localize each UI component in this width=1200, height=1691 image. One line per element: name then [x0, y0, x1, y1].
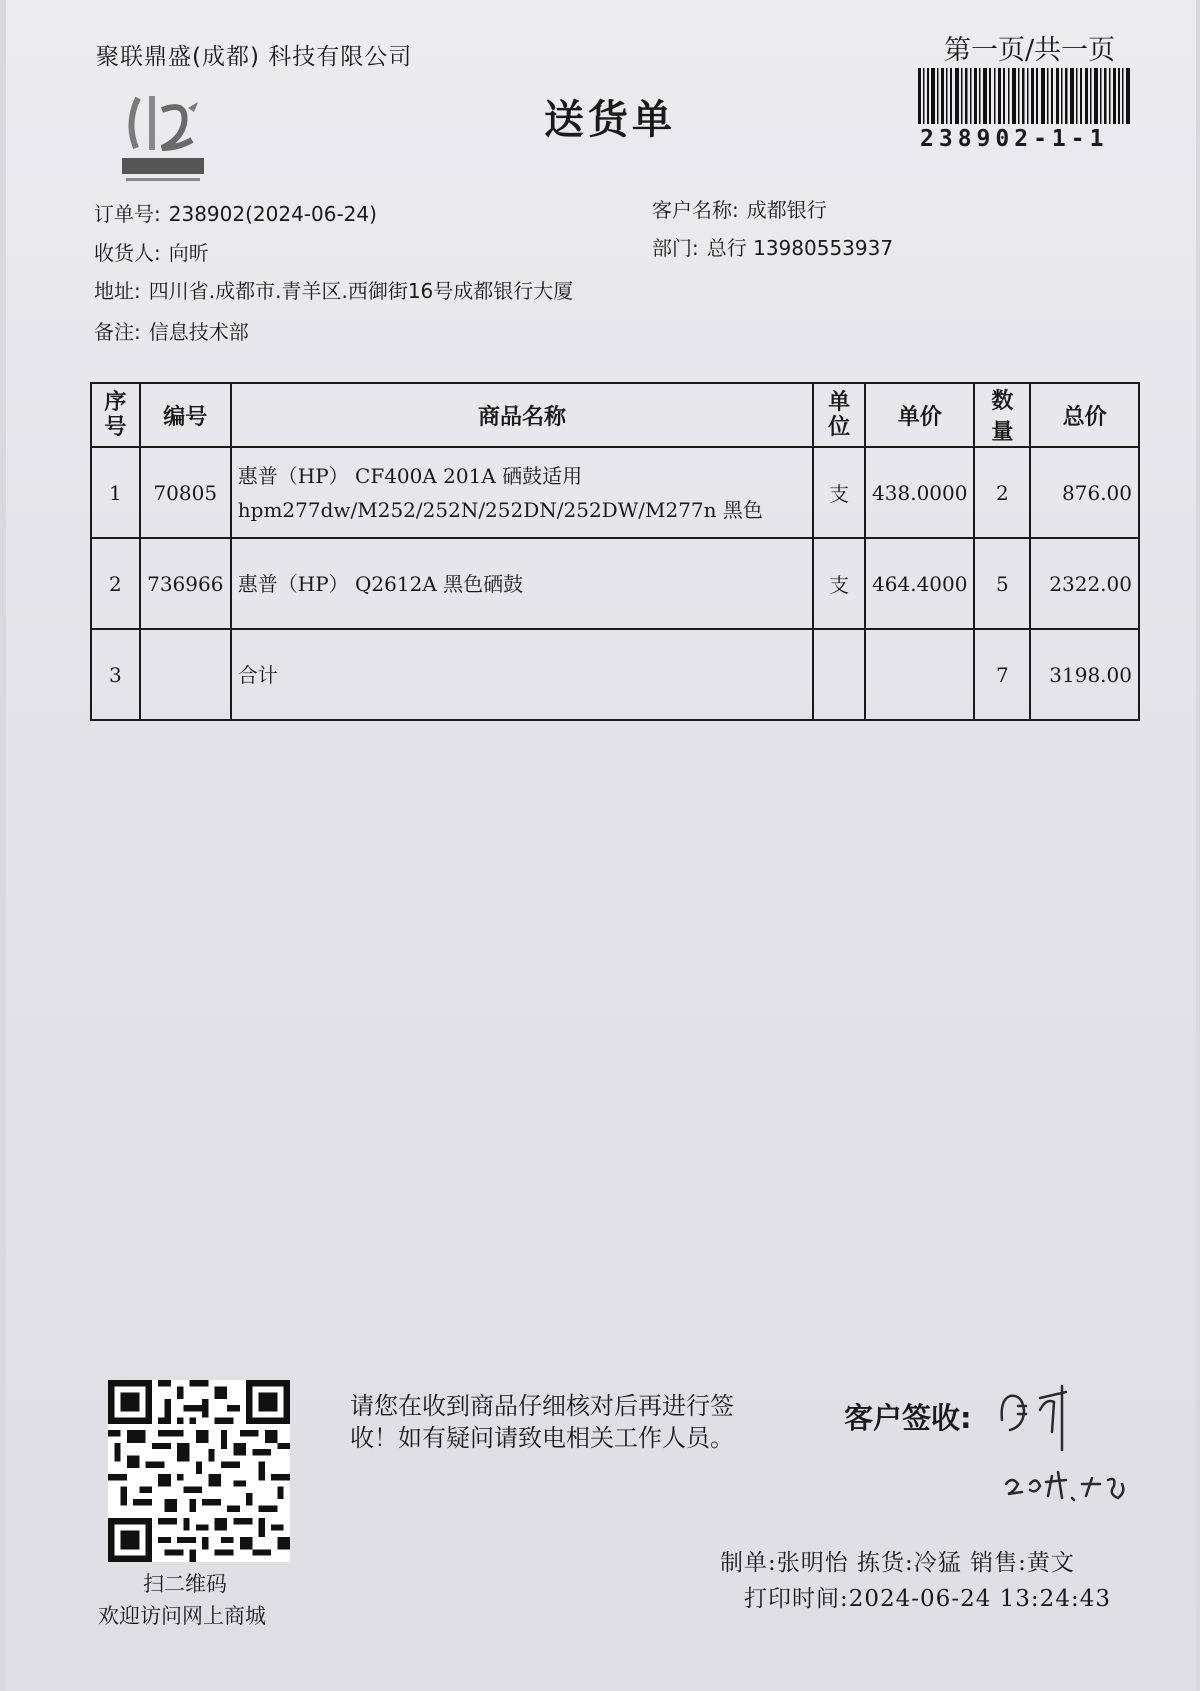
order-value: 238902(2024-06-24) [168, 202, 377, 226]
cell-total: 876.00 [1030, 447, 1139, 538]
cell-seq: 1 [91, 447, 140, 538]
page-info: 第一页/共一页 [944, 35, 1116, 66]
barcode-number: 238902-1-1 [920, 126, 1109, 152]
cell-unit: 支 [813, 447, 865, 538]
dept-value: 总行 13980553937 [706, 236, 894, 260]
handwritten-signature [996, 1380, 1156, 1520]
remark-label: 备注: [94, 320, 141, 344]
order-label: 订单号: [94, 202, 161, 226]
customer-label: 客户名称: [652, 198, 739, 222]
remark [94, 316, 249, 345]
cell-name [231, 538, 814, 629]
cell-qty: 5 [974, 538, 1030, 629]
cell-unit [813, 629, 865, 720]
cell-qty: 2 [974, 447, 1030, 538]
address [94, 275, 573, 304]
company-name: 聚联鼎盛(成都) 科技有限公司 [96, 44, 413, 70]
customer-value: 成都银行 [746, 198, 827, 222]
cell-unit: 支 [813, 538, 865, 629]
cell-price [865, 629, 974, 720]
header-qty: 数量 [974, 383, 1030, 447]
cell-seq: 2 [91, 538, 140, 629]
customer-name [652, 194, 827, 223]
cell-code [140, 629, 231, 720]
cell-name-line1: 合计 [237, 662, 278, 687]
receipt-notice: 请您在收到商品仔细核对后再进行签收！如有疑问请致电相关工作人员。 [350, 1392, 734, 1452]
cell-price: 464.4000 [865, 538, 974, 629]
cell-name [231, 629, 814, 720]
qr-caption: 扫二维码 [143, 1572, 227, 1596]
qr-subcaption: 欢迎访问网上商城 [98, 1604, 266, 1628]
table-row [91, 447, 1139, 538]
order-number [94, 198, 377, 227]
barcode [918, 68, 1130, 124]
recipient [94, 237, 209, 266]
cell-qty: 7 [974, 629, 1030, 720]
items-table [90, 382, 1140, 721]
staff-info: 制单:张明怡 拣货:冷猛 销售:黄文 [720, 1550, 1075, 1576]
cell-price: 438.0000 [865, 447, 974, 538]
header-price: 单价 [865, 383, 974, 447]
cell-seq: 3 [91, 629, 140, 720]
department [652, 232, 893, 261]
header-seq: 序号 [91, 383, 140, 447]
dept-label: 部门: [652, 236, 699, 260]
cell-code: 736966 [140, 538, 231, 629]
cell-name [231, 447, 814, 538]
recipient-label: 收货人: [94, 241, 161, 265]
address-value: 四川省.成都市.青羊区.西御街16号成都银行大厦 [148, 279, 574, 303]
qr-code [108, 1380, 290, 1562]
remark-value: 信息技术部 [148, 320, 249, 344]
print-time: 打印时间:2024-06-24 13:24:43 [744, 1586, 1111, 1612]
table-header-row [91, 383, 1139, 447]
header-code: 编号 [140, 383, 231, 447]
header-total: 总价 [1030, 383, 1139, 447]
delivery-note-page [6, 0, 1196, 1691]
company-logo [118, 88, 208, 188]
cell-total: 2322.00 [1030, 538, 1139, 629]
recipient-value: 向昕 [168, 241, 209, 265]
address-label: 地址: [94, 279, 141, 303]
document-title: 送货单 [544, 96, 676, 143]
cell-code: 70805 [140, 447, 231, 538]
customer-sign-label: 客户签收: [844, 1401, 972, 1435]
cell-name-line2: hpm277dw/M252/252N/252DN/252DW/M277n 黑色 [237, 497, 763, 522]
table-row [91, 538, 1139, 629]
cell-name-line1: 惠普（HP） Q2612A 黑色硒鼓 [237, 571, 524, 596]
cell-name-line1: 惠普（HP） CF400A 201A 硒鼓适用 [237, 463, 583, 488]
header-name: 商品名称 [231, 383, 814, 447]
cell-total: 3198.00 [1030, 629, 1139, 720]
table-row-total [91, 629, 1139, 720]
header-unit: 单位 [813, 383, 865, 447]
